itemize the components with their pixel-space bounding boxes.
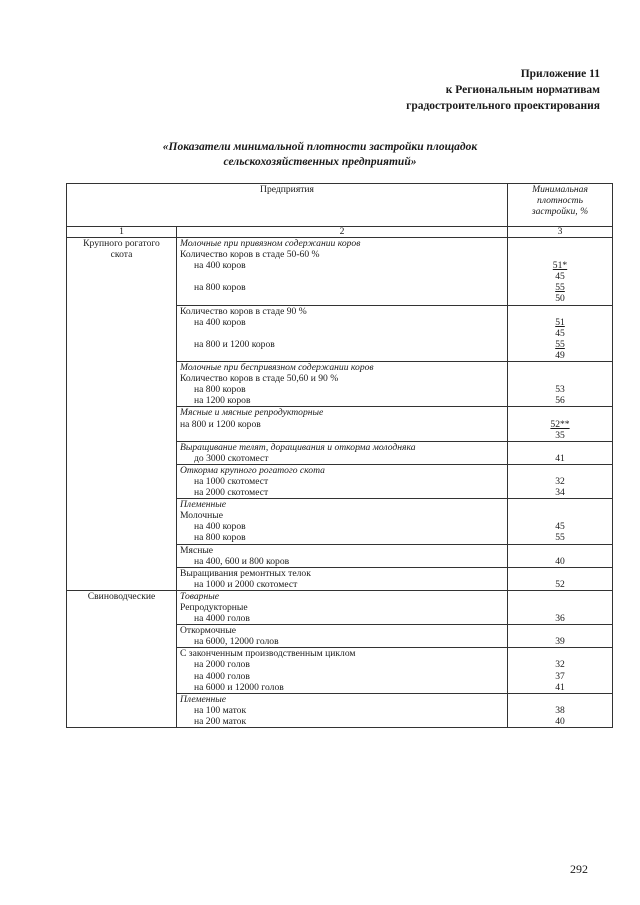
density-value-text: 52 [555, 578, 565, 590]
appendix-line-2: к Региональным нормативам [445, 84, 600, 96]
density-value [508, 293, 612, 304]
enterprise-line: на 400 коров [194, 316, 246, 328]
density-value-text: 52** [550, 418, 570, 430]
density-value-text: 45 [555, 271, 565, 283]
enterprise-cell [177, 590, 508, 624]
density-value-text: 32 [555, 475, 565, 487]
enterprise-line: Молочные при привязном содержании коров [180, 238, 361, 249]
density-value [508, 442, 612, 453]
document-title [60, 140, 580, 170]
enterprise-line: на 200 маток [194, 715, 247, 727]
enterprise-line: на 400 коров [194, 260, 246, 272]
table-body [67, 238, 613, 728]
density-value-text: 55 [555, 282, 565, 294]
density-value-text: 40 [555, 555, 565, 567]
density-value [508, 613, 612, 624]
enterprise-line: Товарные [180, 590, 219, 602]
enterprise-line: на 800 коров [194, 384, 246, 396]
density-value-text: 37 [555, 670, 565, 682]
density-cell [508, 238, 613, 306]
enterprise-cell [177, 625, 508, 648]
appendix-line-3: градостроительного проектирования [406, 100, 600, 112]
enterprise-cell [177, 464, 508, 498]
density-cell [508, 305, 613, 361]
enterprise-line: на 1000 скотомест [194, 475, 269, 487]
density-value [508, 682, 612, 693]
density-value [508, 271, 612, 282]
density-cell [508, 499, 613, 544]
column-number-row [67, 227, 613, 238]
enterprise-line: Молочные при беспривязном содержании коров [180, 362, 374, 374]
density-value [508, 317, 612, 328]
density-cell [508, 625, 613, 648]
enterprise-cell [177, 499, 508, 544]
density-value-text: 55 [555, 532, 565, 544]
enterprise-line: на 4000 голов [194, 670, 250, 682]
density-value [508, 591, 612, 602]
density-value-text: 51* [552, 260, 568, 272]
enterprise-line: С законченным производственным циклом [180, 648, 356, 660]
density-cell [508, 407, 613, 441]
density-cell [508, 441, 613, 464]
density-value [508, 476, 612, 487]
density-value [508, 328, 612, 339]
density-value-text: 45 [555, 327, 565, 339]
header-density-line: Минимальная [532, 184, 588, 195]
density-value [508, 556, 612, 567]
density-value [508, 694, 612, 705]
density-value [508, 350, 612, 361]
density-value [508, 510, 612, 521]
enterprise-line: Количество коров в стаде 50,60 и 90 % [180, 373, 339, 385]
enterprise-line: на 800 и 1200 коров [194, 338, 275, 350]
enterprise-cell [177, 305, 508, 361]
enterprise-line: на 800 и 1200 коров [180, 418, 261, 430]
category-label: Свиноводческие [87, 590, 156, 602]
appendix-line-1: Приложение 11 [520, 68, 600, 80]
category-cell [67, 238, 177, 591]
density-value [508, 659, 612, 670]
density-value [508, 499, 612, 510]
enterprise-cell [177, 441, 508, 464]
title-line-2: сельскохозяйственных предприятий» [223, 156, 417, 168]
enterprise-line: на 400 коров [194, 521, 246, 533]
density-cell [508, 648, 613, 693]
density-value [508, 648, 612, 659]
enterprise-line: на 6000, 12000 голов [194, 636, 279, 648]
density-value [508, 716, 612, 727]
density-value [508, 260, 612, 271]
enterprise-line [180, 430, 504, 441]
density-value [508, 395, 612, 406]
density-value-text: 36 [555, 613, 565, 625]
density-value-text: 41 [555, 681, 565, 693]
density-table [66, 183, 613, 728]
density-value [508, 453, 612, 464]
enterprise-line: Племенные [180, 499, 227, 511]
density-value [508, 430, 612, 441]
density-cell [508, 544, 613, 567]
enterprise-line: Племенные [180, 693, 227, 705]
density-value [508, 705, 612, 716]
column-number: 3 [508, 227, 613, 238]
density-value [508, 373, 612, 384]
title-line-1: «Показатели минимальной плотности застройки площадок [162, 141, 478, 153]
enterprise-line [180, 350, 504, 361]
category-cell [67, 590, 177, 727]
enterprise-line: Выращивание телят, доращивания и откорма молодняка [180, 441, 416, 453]
enterprise-cell [177, 238, 508, 306]
enterprise-line: на 2000 скотомест [194, 487, 269, 499]
density-value-text: 50 [555, 293, 565, 305]
enterprise-line [180, 293, 504, 304]
density-cell [508, 464, 613, 498]
enterprise-line: на 4000 голов [194, 613, 250, 625]
category-label: Крупного рогатого [83, 238, 160, 249]
density-value [508, 362, 612, 373]
density-value [508, 532, 612, 543]
density-value [508, 521, 612, 532]
density-cell [508, 590, 613, 624]
density-cell [508, 693, 613, 727]
density-value [508, 465, 612, 476]
page-number: 292 [570, 862, 588, 876]
density-value [508, 249, 612, 260]
density-value [508, 419, 612, 430]
enterprise-line: на 1200 коров [194, 395, 251, 407]
density-value-text: 41 [555, 452, 565, 464]
density-value [508, 602, 612, 613]
enterprise-line: на 1000 и 2000 скотомест [194, 578, 298, 590]
enterprise-line: Мясные и мясные репродукторные [180, 407, 324, 419]
enterprise-line: Откормочные [180, 625, 237, 637]
header-density [508, 184, 613, 227]
density-value-text: 45 [555, 521, 565, 533]
enterprise-line: на 800 коров [194, 532, 246, 544]
density-value [508, 636, 612, 647]
density-value [508, 671, 612, 682]
enterprise-line: на 100 маток [194, 704, 247, 716]
column-number: 1 [67, 227, 177, 238]
enterprise-line: на 800 коров [194, 282, 246, 294]
table-header-row [67, 184, 613, 227]
density-value-text: 53 [555, 384, 565, 396]
header-density-line: застройки, % [531, 206, 589, 218]
enterprise-line: на 2000 голов [194, 659, 250, 671]
density-value-text: 34 [555, 487, 565, 499]
density-value-text: 40 [555, 715, 565, 727]
density-value-text: 49 [555, 349, 565, 361]
enterprise-line: Молочные [180, 510, 223, 522]
density-value [508, 238, 612, 249]
enterprise-line: Репродукторные [180, 602, 248, 613]
header-enterprise: Предприятия [67, 184, 508, 227]
enterprise-line: Откорма крупного рогатого скота [180, 464, 325, 476]
enterprise-cell [177, 567, 508, 590]
density-value [508, 579, 612, 590]
density-value [508, 545, 612, 556]
enterprise-cell [177, 693, 508, 727]
density-cell [508, 362, 613, 407]
density-value [508, 407, 612, 418]
enterprise-line: Мясные [180, 544, 214, 556]
density-value [508, 568, 612, 579]
density-value [508, 282, 612, 293]
header-density-line: плотность [537, 195, 583, 207]
enterprise-cell [177, 648, 508, 693]
density-cell [508, 567, 613, 590]
density-value-text: 38 [555, 704, 565, 716]
enterprise-line: на 6000 и 12000 голов [194, 681, 284, 693]
density-value [508, 487, 612, 498]
density-value-text: 32 [555, 659, 565, 671]
column-number: 2 [177, 227, 508, 238]
density-value [508, 339, 612, 350]
density-value-text: 55 [555, 338, 565, 350]
enterprise-line: Количество коров в стаде 90 % [180, 305, 307, 317]
appendix-header [406, 66, 600, 114]
density-value [508, 625, 612, 636]
density-value-text: 56 [555, 395, 565, 407]
enterprise-cell [177, 407, 508, 441]
enterprise-line: Выращивания ремонтных телок [180, 567, 311, 579]
enterprise-cell [177, 544, 508, 567]
category-label: скота [110, 249, 133, 261]
enterprise-cell [177, 362, 508, 407]
enterprise-line: на 400, 600 и 800 коров [194, 555, 290, 567]
table-row [67, 590, 613, 624]
density-value-text: 35 [555, 429, 565, 441]
enterprise-line: Количество коров в стаде 50-60 % [180, 249, 320, 261]
enterprise-line [180, 271, 504, 282]
density-value [508, 306, 612, 317]
density-value-text: 39 [555, 636, 565, 648]
density-value [508, 384, 612, 395]
table-row [67, 238, 613, 306]
density-value-text: 51 [555, 316, 565, 328]
enterprise-line [180, 328, 504, 339]
enterprise-line: до 3000 скотомест [194, 452, 269, 464]
